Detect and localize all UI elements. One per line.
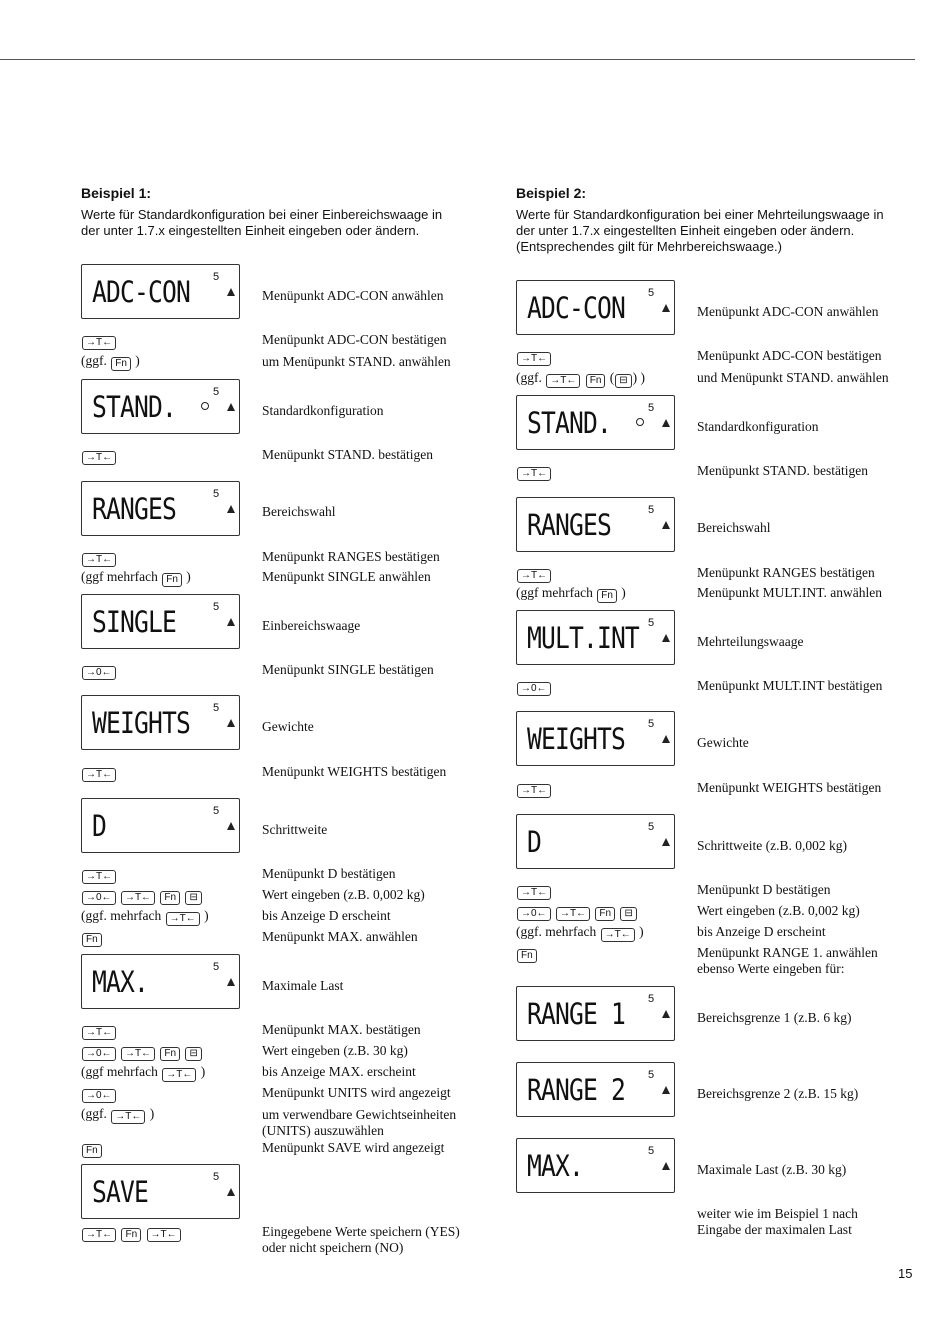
tare-key: →T← (517, 467, 551, 481)
step-description: Standardkonfiguration (262, 403, 384, 418)
warning-triangle-icon (227, 1188, 235, 1196)
warning-triangle-icon (662, 1086, 670, 1094)
step-description: Menüpunkt WEIGHTS bestätigen (262, 764, 447, 779)
key-step (516, 924, 644, 942)
step-description: Mehrteilungswaage (697, 634, 804, 649)
fn-key: Fn (82, 1144, 102, 1158)
page-number: 15 (898, 1266, 913, 1281)
warning-triangle-icon (662, 419, 670, 427)
warning-triangle-icon (227, 505, 235, 513)
zero-key: →0← (82, 1089, 116, 1103)
warning-triangle-icon (227, 403, 235, 411)
display-adc-con (516, 280, 675, 335)
step-description: Einbereichswaage (262, 618, 361, 633)
warning-triangle-icon (662, 735, 670, 743)
key-step (81, 929, 103, 947)
step-description: Menüpunkt SINGLE anwählen (262, 569, 431, 584)
fn-key: Fn (111, 357, 131, 371)
warning-triangle-icon (662, 1010, 670, 1018)
display-range-1 (516, 986, 675, 1041)
warning-triangle-icon (227, 822, 235, 830)
step-description: Menüpunkt UNITS wird angezeigt (262, 1085, 451, 1100)
step-description: bis Anzeige D erscheint (262, 908, 391, 923)
step-description: Bereichswahl (262, 504, 336, 519)
display-d (81, 798, 240, 853)
step-description: Menüpunkt D bestätigen (697, 882, 831, 897)
print-key-icon: ⊟ (185, 1047, 201, 1061)
display-indicator: 5 (648, 718, 655, 730)
tare-key: →T← (82, 768, 116, 782)
step-description: Menüpunkt RANGES bestätigen (697, 565, 875, 580)
tare-key: →T← (517, 569, 551, 583)
example1-intro-line2: der unter 1.7.x eingestellten Einheit eingeben oder ändern. (81, 223, 420, 238)
key-note: (ggf. (81, 353, 107, 368)
tare-key: →T← (517, 352, 551, 366)
fn-key: Fn (160, 1047, 180, 1061)
display-text: MAX. (527, 1149, 583, 1183)
fn-key: Fn (586, 374, 606, 388)
key-step (81, 764, 117, 782)
display-text: D (527, 825, 541, 859)
display-stand (516, 395, 675, 450)
display-weights (516, 711, 675, 766)
step-description: Menüpunkt WEIGHTS bestätigen (697, 780, 882, 795)
key-note: ) (621, 585, 626, 600)
display-indicator: 5 (648, 287, 655, 299)
step-description: Bereichsgrenze 2 (z.B. 15 kg) (697, 1086, 859, 1101)
step-description: Eingabe der maximalen Last (697, 1222, 852, 1237)
print-key-icon: ⊟ (185, 891, 201, 905)
example2-intro-line3: (Entsprechendes gilt für Mehrbereichswaage.) (516, 239, 782, 254)
display-text: WEIGHTS (527, 722, 625, 756)
key-step (81, 549, 117, 567)
key-step (81, 866, 117, 884)
step-description: Menüpunkt SAVE wird angezeigt (262, 1140, 445, 1155)
warning-triangle-icon (227, 288, 235, 296)
tare-key: →T← (82, 336, 116, 350)
zero-key: →0← (82, 666, 116, 680)
key-step (516, 565, 552, 583)
display-indicator: 5 (213, 488, 220, 500)
step-description: um verwendbare Gewichtseinheiten (262, 1107, 457, 1122)
key-step (516, 348, 552, 366)
key-step (81, 569, 191, 587)
fn-key: Fn (595, 907, 615, 921)
step-description: Schrittweite (262, 822, 328, 837)
key-note: (ggf. (516, 370, 542, 385)
tare-key: →T← (601, 928, 635, 942)
warning-triangle-icon (227, 978, 235, 986)
display-save (81, 1164, 240, 1219)
step-description: Bereichsgrenze 1 (z.B. 6 kg) (697, 1010, 852, 1025)
display-ranges (81, 481, 240, 536)
circle-icon (636, 418, 644, 426)
display-indicator: 5 (213, 271, 220, 283)
display-indicator: 5 (213, 702, 220, 714)
tare-key: →T← (121, 1047, 155, 1061)
key-step: (ggf. →T← Fn ( ⊟ ) ) (516, 370, 646, 386)
key-step (516, 780, 552, 798)
step-description: Wert eingeben (z.B. 0,002 kg) (697, 903, 860, 918)
step-description: Menüpunkt MULT.INT. anwählen (697, 585, 882, 600)
example2-intro-line1: Werte für Standardkonfiguration bei einer Mehrteilungswaage in (516, 207, 884, 222)
key-step (81, 1064, 205, 1082)
step-description: Menüpunkt MULT.INT bestätigen (697, 678, 883, 693)
key-note: (ggf. (81, 1106, 107, 1121)
tare-key: →T← (517, 886, 551, 900)
display-text: STAND. (92, 390, 176, 424)
step-description: Bereichswahl (697, 520, 771, 535)
key-step (81, 1043, 203, 1061)
display-text: SAVE (92, 1175, 148, 1209)
display-ranges (516, 497, 675, 552)
display-text: ADC-CON (527, 291, 625, 325)
display-indicator: 5 (648, 402, 655, 414)
step-description: Schrittweite (z.B. 0,002 kg) (697, 838, 847, 853)
display-single (81, 594, 240, 649)
step-description: Menüpunkt STAND. bestätigen (697, 463, 869, 478)
step-description: Wert eingeben (z.B. 30 kg) (262, 1043, 408, 1058)
key-step (81, 908, 209, 926)
step-description: bis Anzeige D erscheint (697, 924, 826, 939)
example2-intro-line2: der unter 1.7.x eingestellten Einheit eingeben oder ändern. (516, 223, 855, 238)
step-description: ebenso Werte eingeben für: (697, 961, 845, 976)
tare-key: →T← (162, 1068, 196, 1082)
step-description: bis Anzeige MAX. erscheint (262, 1064, 416, 1079)
key-step (81, 332, 117, 350)
display-weights (81, 695, 240, 750)
warning-triangle-icon (227, 618, 235, 626)
key-step (81, 1022, 117, 1040)
fn-key: Fn (597, 589, 617, 603)
warning-triangle-icon (662, 521, 670, 529)
step-description: Standardkonfiguration (697, 419, 819, 434)
key-note: ) (149, 1106, 155, 1121)
key-step (516, 903, 638, 921)
print-key-icon: ⊟ (615, 374, 631, 388)
key-note: (ggf mehrfach (516, 585, 593, 600)
key-note: ) (640, 370, 646, 385)
display-text: RANGE 1 (527, 997, 625, 1031)
tare-key: →T← (556, 907, 590, 921)
key-step (81, 887, 203, 905)
display-text: STAND. (527, 406, 611, 440)
step-description: Gewichte (697, 735, 749, 750)
step-description: Eingegebene Werte speichern (YES) (262, 1224, 460, 1239)
key-note: ) (639, 924, 644, 939)
key-step (81, 1224, 182, 1242)
display-indicator: 5 (648, 821, 655, 833)
step-description: Menüpunkt RANGES bestätigen (262, 549, 440, 564)
step-description: Menüpunkt MAX. bestätigen (262, 1022, 421, 1037)
zero-key: →0← (82, 891, 116, 905)
print-key-icon: ⊟ (620, 907, 636, 921)
key-step (81, 447, 117, 465)
key-step (516, 945, 538, 963)
display-indicator: 5 (648, 993, 655, 1005)
tare-key: →T← (82, 1026, 116, 1040)
display-d (516, 814, 675, 869)
step-description: und Menüpunkt STAND. anwählen (697, 370, 889, 385)
step-description: Menüpunkt STAND. bestätigen (262, 447, 434, 462)
tare-key: →T← (111, 1110, 145, 1124)
display-text: D (92, 809, 106, 843)
example2-title: Beispiel 2: (516, 185, 587, 201)
display-text: SINGLE (92, 605, 176, 639)
step-description: Menüpunkt ADC-CON bestätigen (262, 332, 447, 347)
example1-intro-line1: Werte für Standardkonfiguration bei einer Einbereichswaage in (81, 207, 443, 222)
display-indicator: 5 (213, 601, 220, 613)
zero-key: →0← (517, 907, 551, 921)
key-note: (ggf mehrfach (81, 569, 158, 584)
display-adc-con (81, 264, 240, 319)
tare-key: →T← (82, 553, 116, 567)
key-step (81, 1085, 117, 1103)
fn-key: Fn (121, 1228, 141, 1242)
step-description: weiter wie im Beispiel 1 nach (697, 1206, 858, 1221)
tare-key: →T← (82, 1228, 116, 1242)
example1-title: Beispiel 1: (81, 185, 152, 201)
step-description: Menüpunkt MAX. anwählen (262, 929, 418, 944)
display-text: WEIGHTS (92, 706, 190, 740)
tare-key: →T← (166, 912, 200, 926)
step-description: Maximale Last (z.B. 30 kg) (697, 1162, 847, 1177)
tare-key: →T← (546, 374, 580, 388)
tare-key: →T← (82, 870, 116, 884)
step-description: (UNITS) auszuwählen (262, 1123, 384, 1138)
step-description: Menüpunkt ADC-CON anwählen (697, 304, 879, 319)
key-note: (ggf mehrfach (81, 1064, 158, 1079)
step-description: um Menüpunkt STAND. anwählen (262, 354, 451, 369)
display-range-2 (516, 1062, 675, 1117)
display-text: MULT.INT (527, 621, 639, 655)
tare-key: →T← (147, 1228, 181, 1242)
step-description: Wert eingeben (z.B. 0,002 kg) (262, 887, 425, 902)
display-indicator: 5 (648, 617, 655, 629)
key-note: ) (204, 908, 209, 923)
step-description: Maximale Last (262, 978, 344, 993)
fn-key: Fn (162, 573, 182, 587)
key-step (516, 678, 552, 696)
display-indicator: 5 (213, 386, 220, 398)
display-indicator: 5 (213, 961, 220, 973)
key-note: ) (200, 1064, 206, 1079)
display-text: RANGES (527, 508, 611, 542)
display-mult-int (516, 610, 675, 665)
top-rule (0, 59, 915, 60)
display-text: RANGES (92, 492, 176, 526)
key-step (81, 1140, 103, 1158)
display-indicator: 5 (213, 1171, 220, 1183)
key-step (516, 882, 552, 900)
circle-icon (201, 402, 209, 410)
display-max (516, 1138, 675, 1193)
display-indicator: 5 (648, 504, 655, 516)
key-note: (ggf. mehrfach (81, 908, 162, 923)
zero-key: →0← (82, 1047, 116, 1061)
key-step (81, 662, 117, 680)
key-step (516, 585, 626, 603)
key-note: (ggf. mehrfach (516, 924, 597, 939)
display-max (81, 954, 240, 1009)
display-text: RANGE 2 (527, 1073, 625, 1107)
step-description: Gewichte (262, 719, 314, 734)
step-description: Menüpunkt SINGLE bestätigen (262, 662, 434, 677)
display-indicator: 5 (213, 805, 220, 817)
display-text: MAX. (92, 965, 148, 999)
warning-triangle-icon (662, 838, 670, 846)
fn-key: Fn (82, 933, 102, 947)
step-description: Menüpunkt RANGE 1. anwählen (697, 945, 878, 960)
key-step (516, 463, 552, 481)
step-description: Menüpunkt ADC-CON bestätigen (697, 348, 882, 363)
display-stand (81, 379, 240, 434)
step-description: Menüpunkt ADC-CON anwählen (262, 288, 444, 303)
warning-triangle-icon (662, 304, 670, 312)
warning-triangle-icon (662, 1162, 670, 1170)
display-indicator: 5 (648, 1069, 655, 1081)
display-indicator: 5 (648, 1145, 655, 1157)
tare-key: →T← (121, 891, 155, 905)
tare-key: →T← (517, 784, 551, 798)
fn-key: Fn (160, 891, 180, 905)
zero-key: →0← (517, 682, 551, 696)
display-text: ADC-CON (92, 275, 190, 309)
step-description: Menüpunkt D bestätigen (262, 866, 396, 881)
key-note: ) (135, 353, 140, 368)
key-step (81, 1106, 154, 1124)
tare-key: →T← (82, 451, 116, 465)
step-description: oder nicht speichern (NO) (262, 1240, 404, 1255)
key-note: ) (186, 569, 191, 584)
warning-triangle-icon (227, 719, 235, 727)
key-step (81, 353, 140, 371)
warning-triangle-icon (662, 634, 670, 642)
fn-key: Fn (517, 949, 537, 963)
